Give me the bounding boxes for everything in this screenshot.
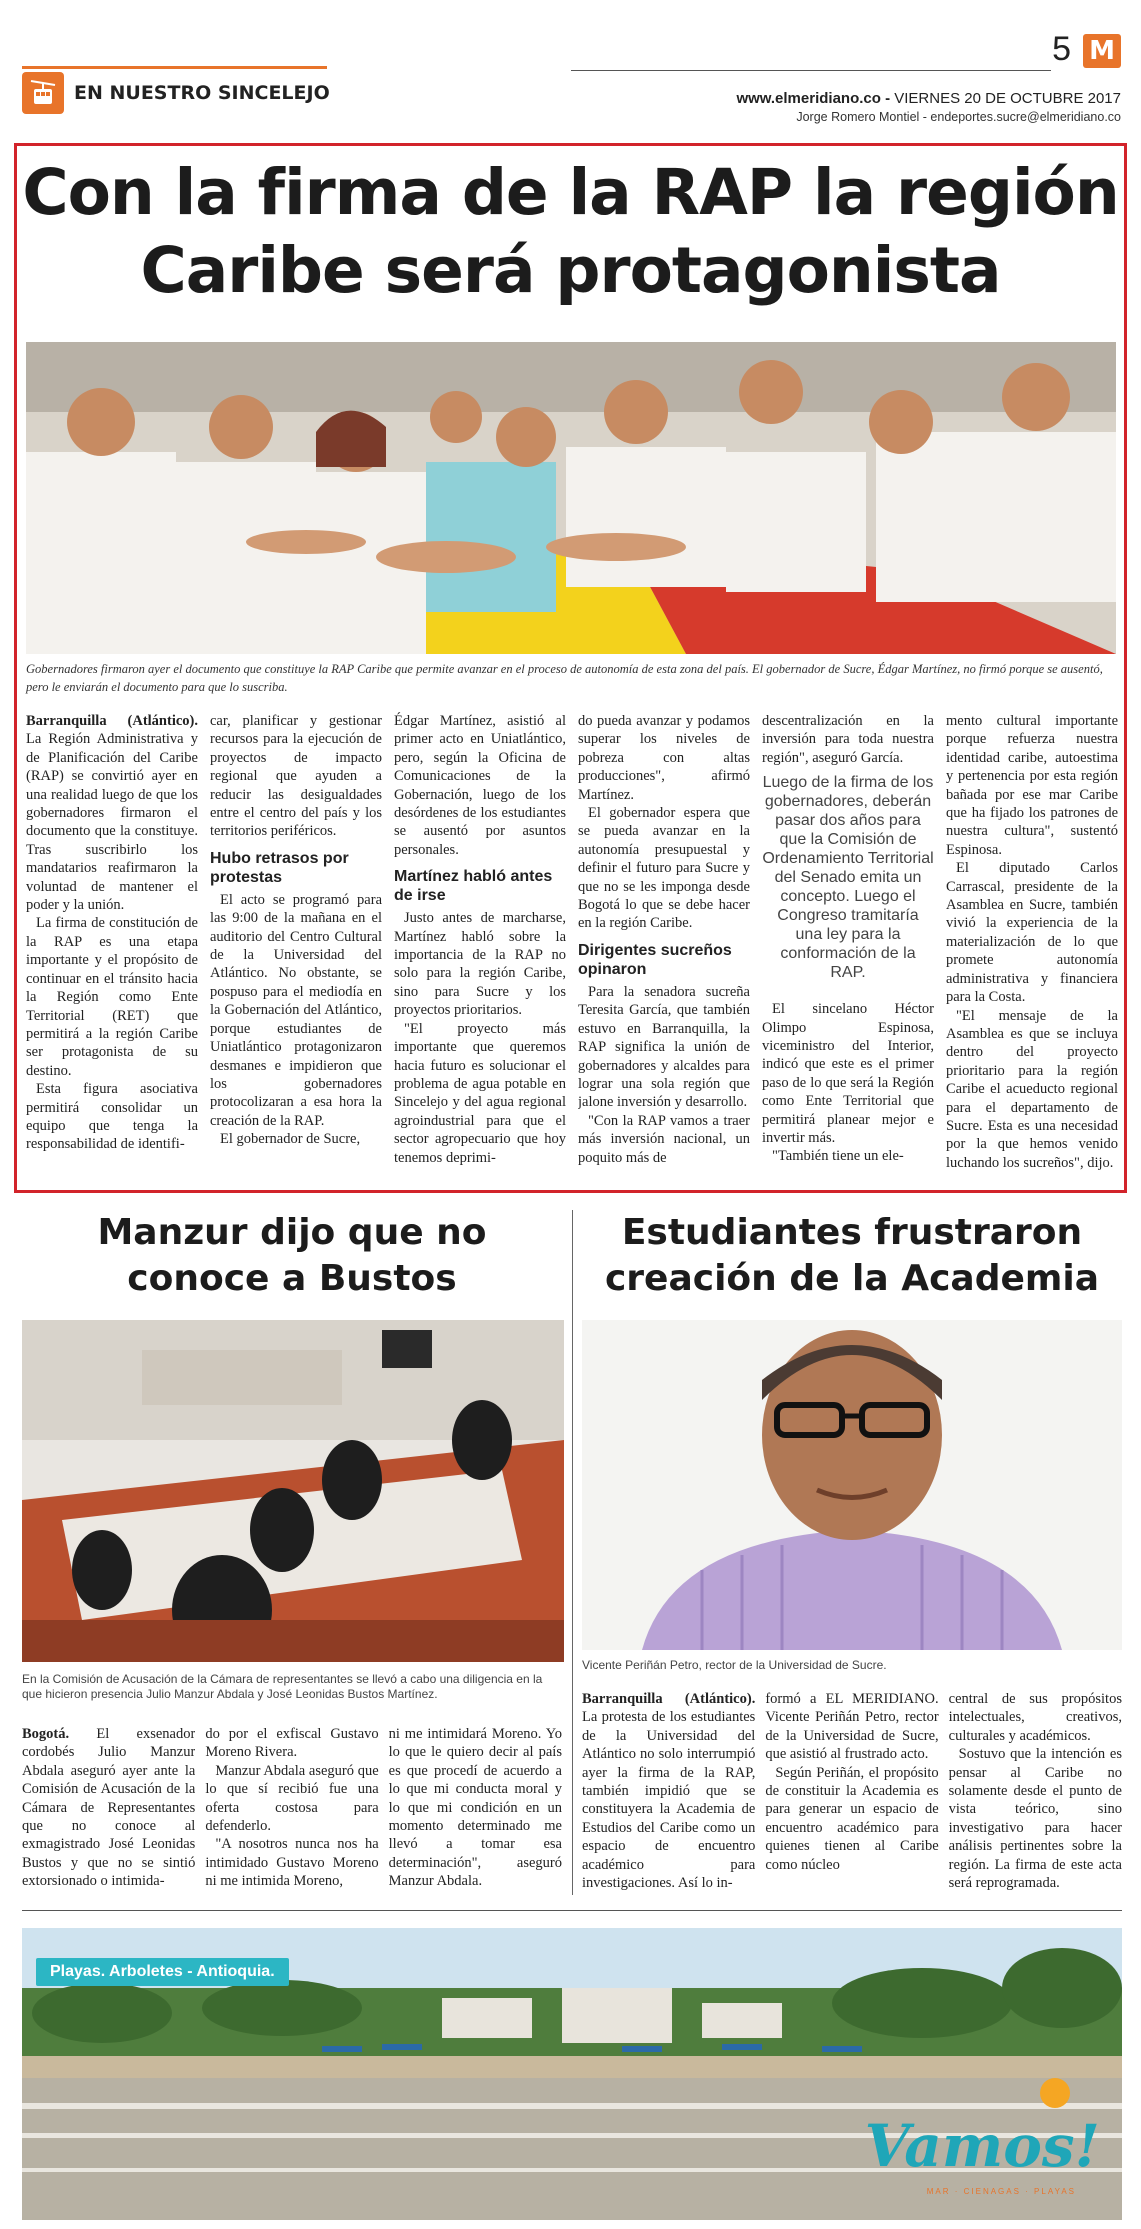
ad-location-tag: Playas. Arboletes - Antioquia.: [36, 1958, 289, 1986]
paragraph: "El proyecto más importante que queremos hacia futuro es solucionar el problema de agua potable en Sincelejo y del agua regional agroindustrial para que el sector agropecuario que hoy tenemos deprimi-: [394, 1020, 566, 1166]
left-col-3: [389, 1725, 562, 1895]
main-body: [26, 712, 1118, 1186]
section-header: [22, 72, 330, 114]
left-col-2: [205, 1725, 378, 1895]
paragraph: La firma de constitución de la RAP es una etapa importante y el propósito de continuar en el tránsito hacia la Región como Ente Territorial (RET) que permitirá a la región Caribe ser protagonista de su destino.: [26, 915, 198, 1079]
right-col-3: [949, 1690, 1122, 1895]
governors-photo: [26, 342, 1116, 654]
column-divider: [572, 1210, 573, 1895]
subheading: Dirigentes sucreños opinaron: [578, 941, 732, 978]
paragraph: descentralización en la inversión para toda nuestra región", aseguró García.: [762, 713, 934, 766]
paragraph: El gobernador espera que se pueda avanzar en la autonomía presupuestal y definir el futuro para Sucre y que no se les imponga desde Bogotá lo que se debe hacer en la región Caribe.: [578, 805, 750, 932]
main-col-2: [210, 712, 382, 1186]
main-col-3: [394, 712, 566, 1186]
paragraph: central de sus propósitos intelectuales, creativos, culturales y académicos.: [948, 1691, 1122, 1744]
right-photo-caption: Vicente Periñán Petro, rector de la Universidad de Sucre.: [582, 1658, 887, 1672]
left-headline: Manzur dijo que no conoce a Bustos: [97, 1212, 487, 1299]
paragraph: El sincelano Héctor Olimpo Espinosa, viceministro del Interior, indicó que este es el primer paso de lo que será la Región como Ente Territorial que permitirá planear mejor e invertir más.: [762, 1001, 934, 1147]
main-headline: Con la firma de la RAP la región Caribe será protagonista: [22, 156, 1119, 307]
subheading: Martínez habló antes de irse: [394, 868, 553, 905]
dateline: Barranquilla (Atlántico).: [26, 713, 198, 729]
main-col-5: [762, 712, 934, 1186]
paragraph: El gobernador de Sucre,: [220, 1131, 361, 1148]
section-rule: [22, 66, 327, 69]
paragraph: Manzur Abdala aseguró que lo que sí recibió fue una oferta costosa para defenderlo.: [205, 1762, 379, 1835]
author-line: Jorge Romero Montiel - endeportes.sucre@elmeridiano.co: [796, 110, 1121, 124]
main-article: [14, 143, 1127, 1193]
cable-car-icon: [22, 72, 64, 114]
brand-logo: M: [1083, 34, 1121, 68]
page-number: 5: [1052, 30, 1071, 68]
left-col-1: [22, 1725, 195, 1895]
paragraph: "También tiene un ele-: [772, 1148, 904, 1165]
paragraph: ni me intimidará Moreno. Yo lo que le quiero decir al país es que procedí de acuerdo a lo que mi conducta moral y lo que mi condición en un momento determinado me llevó a tomar esa determinación", aseguró Manzur Abdala.: [388, 1726, 562, 1890]
paragraph: do pueda avanzar y podamos superar los niveles de pobreza con altas producciones", afirmó Martínez.: [578, 713, 750, 803]
paragraph: do por el exfiscal Gustavo Moreno Rivera.: [205, 1726, 379, 1761]
main-photo-caption: Gobernadores firmaron ayer el documento que constituye la RAP Caribe que permite avanzar en el proceso de autonomía de esta zona del país. El gobernador de Sucre, Édgar Martínez, no firmó porque se ausentó, pero le enviarán el documento para que lo suscriba.: [26, 662, 1103, 694]
right-col-1: [582, 1690, 755, 1895]
left-body: [22, 1725, 562, 1895]
site-date-line: [736, 90, 1121, 107]
paragraph: Édgar Martínez, asistió al primer acto en Uniatlántico, pero, según la Oficina de Comunicaciones de la Gobernación, luego de los desórdenes de los estudiantes se ausentó por asuntos personales.: [394, 713, 566, 858]
paragraph: "Con la RAP vamos a traer más inversión nacional, un poquito más de: [578, 1112, 750, 1166]
paragraph: "A nosotros nunca nos ha intimidado Gustavo Moreno ni me intimida Moreno,: [205, 1836, 379, 1890]
paragraph: Según Periñán, el propósito de constituir la Academia es para generar un espacio de encuentro académico para quienes tienen al Caribe como núcleo: [765, 1764, 939, 1873]
paragraph: Para la senadora sucreña Teresita García, que también estuvo en Barranquilla, la RAP significa la unión de gobernadores y alcaldes para lograr una sola región que jalone inversión y desarrollo.: [578, 983, 750, 1111]
main-col-6: [946, 712, 1118, 1186]
paragraph: "El mensaje de la Asamblea es que se incluya dentro del proyecto prioritario para la región Caribe el acueducto regional para el departamento de Sucre. Esta es una necesidad por la que hemos venido luchando los sucreños", dijo.: [946, 1007, 1118, 1171]
left-photo-caption: En la Comisión de Acusación de la Cámara de representantes se llevó a cabo una diligencia en la que hicieron presencia Julio Manzur Abdala y José Leonidas Bustos Martínez.: [22, 1672, 543, 1701]
pull-quote: Luego de la firma de los gobernadores, deberán pasar dos años para que la Comisión de Ordenamiento Territorial del Senado emita un concepto. Luego el Congreso tramitaría una ley para la conformación de la RAP.: [762, 774, 934, 982]
tourism-ad[interactable]: [22, 1928, 1122, 2220]
site-url[interactable]: www.elmeridiano.co -: [736, 90, 891, 107]
main-col-1: [26, 712, 198, 1186]
main-col-4: [578, 712, 750, 1186]
paragraph: car, planificar y gestionar recursos para la ejecución de proyectos de impacto regional que ayuden a reducir las desigualdades entre el centro del país y los territorios periféricos.: [210, 713, 382, 840]
paragraph: El diputado Carlos Carrascal, presidente de la Asamblea en Sucre, también vivió la experiencia de la materialización de lo que promete autonomía administrativa y financiera para la Costa.: [946, 860, 1118, 1006]
dateline: Bogotá.: [22, 1726, 70, 1742]
paragraph: Justo antes de marcharse, Martínez habló sobre la importancia de la RAP no solo para la región Caribe, sino para Sucre y los proyectos prioritarios.: [394, 910, 566, 1019]
paragraph: El exsenador cordobés Julio Manzur Abdala aseguró ayer ante la Comisión de Acusación de la Cámara de Representantes que no conoce al exmagistrado José Leonidas Bustos y que no se sintió extorsionado o intimida-: [22, 1726, 196, 1890]
dateline: Barranquilla (Atlántico).: [582, 1691, 756, 1707]
paragraph: Esta figura asociativa permitirá consolidar un equipo que tenga la responsabilidad de identifi-: [26, 1081, 198, 1153]
paragraph: La Región Administrativa y de Planificación del Caribe (RAP) se convirtió ayer en una realidad luego de que los gobernadores firmaron el documento que la constituye. Tras suscribirlo los mandatarios reafirmaron la voluntad de mantener el poder y la unión.: [26, 731, 198, 914]
subheading: Hubo retrasos por protestas: [210, 849, 349, 886]
vamos-logo: Vamos!: [864, 2112, 1100, 2180]
paragraph: La protesta de los estudiantes de la Universidad del Atlántico no solo interrumpió ayer la firma de la RAP, también impidió que se constituyera la Academia de Estudios del Caribe como un espacio de encuentro académico para investigaciones. Así lo in-: [582, 1709, 756, 1892]
commission-photo: [22, 1320, 564, 1662]
paragraph: Sostuvo que la intención es pensar al Caribe no solamente desde el punto de vista teórico, sino investigativo para hacer análisis pertinentes sobre la región. La firma de este acta será reprogramada.: [948, 1746, 1122, 1892]
vamos-tagline: MAR · CIENAGAS · PLAYAS: [926, 2187, 1076, 2196]
section-title: EN NUESTRO SINCELEJO: [74, 82, 330, 104]
paragraph: formó a EL MERIDIANO. Vicente Periñán Petro, rector de la Universidad de Sucre, que asistió al frustrado acto.: [765, 1691, 939, 1763]
rector-portrait: [582, 1320, 1122, 1650]
bottom-rule: [22, 1910, 1122, 1911]
right-col-2: [765, 1690, 938, 1895]
paragraph: mento cultural importante porque refuerza nuestra identidad caribe, autoestima y pertenencia por esta región bañada por ese mar Caribe que ha fijado los patrones de nuestra cultura", sustentó Espinosa.: [946, 713, 1118, 858]
right-body: [582, 1690, 1122, 1895]
issue-date: VIERNES 20 DE OCTUBRE 2017: [890, 90, 1121, 107]
masthead-rule: [571, 70, 1051, 71]
paragraph: El acto se programó para las 9:00 de la mañana en el auditorio del Centro Cultural de la Universidad del Atlántico. No obstante, se pospuso para el mediodía en la Gobernación del Atlántico, porque estudiantes de Uniatlántico protagonizaron desmanes e impidieron que los gobernadores protocolizaran a esa hora la creación de la RAP.: [210, 891, 382, 1129]
right-headline: Estudiantes frustraron creación de la Academia: [604, 1212, 1100, 1299]
sun-icon: [1040, 2078, 1070, 2108]
